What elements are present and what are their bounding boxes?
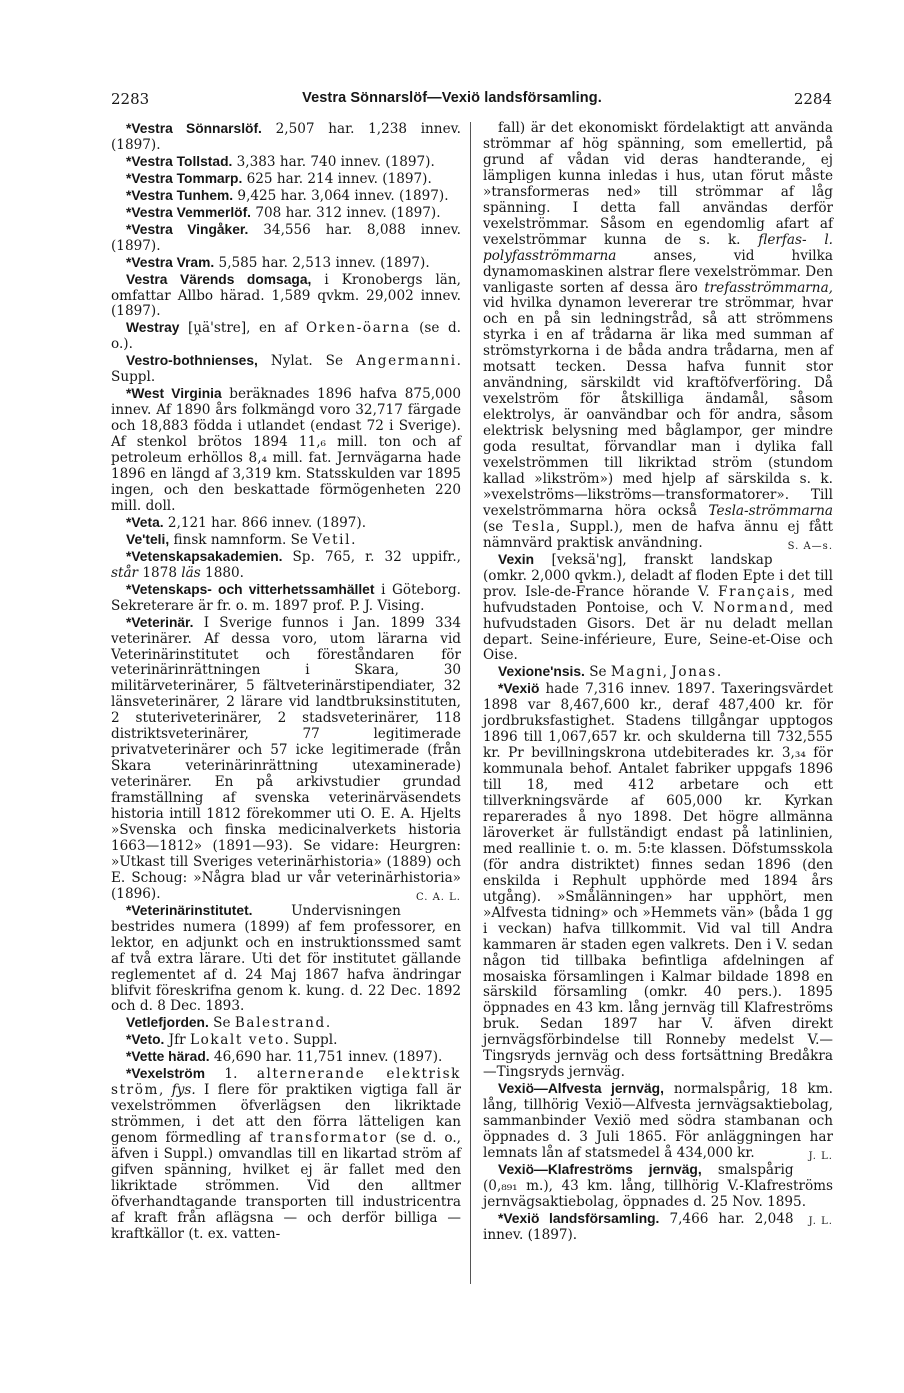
italic-text: står: [111, 564, 139, 581]
headword: *Veta.: [126, 514, 164, 530]
headword: Vetlefjorden.: [126, 1015, 209, 1031]
headword: *Vestra Vingåker.: [126, 221, 249, 237]
headword: *Vette härad.: [126, 1049, 210, 1065]
page-number-right: 2284: [793, 90, 832, 108]
cross-reference: Vetil: [312, 531, 352, 548]
author-signature: J. L.: [808, 1215, 833, 1227]
italic-text: läs: [181, 564, 201, 581]
entry-text: Nylat. Se: [257, 353, 356, 370]
entry-text: , Suppl.), men de hafva ännu ej fått nämnvärd praktisk användning.: [483, 518, 833, 551]
entry-text: 46,690 har. 11,751 innev. (1897).: [209, 1049, 443, 1066]
entry: [111, 320, 461, 353]
headword: Vexiö—Klafreströms jernväg,: [498, 1161, 702, 1177]
page-number-left: 2283: [111, 90, 150, 108]
headword: Vexiö—Alfvesta jernväg,: [498, 1081, 664, 1097]
headword: *Vestra Tunhem.: [126, 187, 234, 203]
entry: [111, 532, 461, 549]
entry-text: 1880.: [200, 564, 244, 581]
entry: [111, 188, 461, 205]
entry-text: I flere för praktiken vigtiga fall är vexelströmmen öfverlägsen den likriktade strömmen, i det att den förra lätteligen kan genom förmedling af: [111, 1082, 461, 1147]
author-signature: C. A. L.: [415, 891, 461, 903]
entry: [483, 1081, 833, 1162]
entry-text: 1.: [205, 1066, 257, 1083]
entry: [111, 1049, 461, 1066]
entry-text: i Göteborg. Sekreterare är fr. o. m. 1897 prof. P. J. Vising.: [111, 581, 462, 614]
italic-text: Tesla-strömmarna: [708, 502, 833, 519]
entry-text: . Suppl.: [111, 353, 461, 386]
entry-text: i Kronobergs län, omfattar Allbo härad. 1,589 qvkm. 29,002 innev. (1897).: [111, 271, 461, 320]
entry-text: , med hufvudstaden Gisors. Det är nu deladt mellan depart. Seine-inférieure, Eure, Seine-et-Oise och Oise.: [483, 599, 833, 664]
column-divider: [470, 122, 471, 1284]
headword: Westray: [126, 320, 180, 336]
entry-text: Se: [208, 1015, 235, 1032]
entry-text: 1878: [138, 564, 182, 581]
entry-text: (se d. o.).: [111, 320, 461, 353]
entry: [111, 272, 461, 321]
headword: Vexin: [498, 551, 535, 567]
entry: [483, 664, 833, 681]
entry: [111, 515, 461, 532]
entry: [111, 121, 461, 154]
entry: [111, 222, 461, 255]
entry-text: beräknades 1896 hafva 875,000 innev. Af 1890 års folkmängd voro 32,717 färgade och 18,883 födda i utlandet (endast 72 i Sverige). Af stenkol brötos 1894 11,₆ mill. ton och af petroleum erhöllos 8,₄ mill. fat. Jernvägarna hade 1896 en längd af 3,319 km. Statsskulden var 1895 ingen, och den beskattade förmögenheten 220 mill. doll.: [111, 386, 461, 514]
entry: [483, 681, 833, 1081]
cross-reference: Français: [718, 583, 791, 600]
entry: [111, 171, 461, 188]
headword: *Vexiö landsförsamling.: [498, 1210, 660, 1226]
headword: *Vexelström: [126, 1066, 205, 1082]
right-column: [483, 121, 833, 1244]
headword: *West Virginia: [126, 386, 222, 402]
cross-reference: Balestrand: [234, 1015, 326, 1032]
entry: [111, 205, 461, 222]
entry-text: anses, vid hvilka dynamomaskinen alstrar flere vexelströmmar. Den vanligaste sorten af dessa äro: [483, 247, 833, 296]
italic-text: trefasströmmarna,: [704, 279, 833, 296]
entry-text: 2,121 har. 866 innev. (1897).: [163, 514, 367, 531]
headword: Vestra Värends domsaga,: [126, 271, 312, 287]
entry-text: .: [325, 1015, 331, 1032]
entry-text: ,: [159, 1082, 172, 1099]
entry-text: . Suppl.: [284, 1032, 338, 1049]
cross-reference: Normand: [713, 599, 790, 616]
entry-text: finsk namnform. Se: [169, 531, 313, 548]
author-signature: S. A—s.: [787, 540, 833, 552]
entry: [483, 1211, 833, 1244]
entry: [111, 255, 461, 272]
entry-text: 9,425 har. 3,064 innev. (1897).: [233, 187, 449, 204]
entry-text: 708 har. 312 innev. (1897).: [251, 204, 441, 221]
cross-reference: Angermanni: [356, 353, 457, 370]
headword: *Vestra Vemmerlöf.: [126, 204, 252, 220]
entry: [111, 615, 461, 903]
italic-text: flerfas- l. polyfasströmmarna: [483, 231, 833, 264]
entry: [111, 353, 461, 386]
entry-text: .: [716, 664, 722, 681]
entry-text: Se: [584, 664, 611, 681]
headword: *Veto.: [126, 1032, 165, 1048]
entry-text: (se d. o., äfven i Suppl.) omvandlas till en likartad ström af gifven spänning, hvilket ej är fallet med den likriktade strömmen. Vid den alltmer öfverhandtagande transporten till industricentra af kraft från aflägsna — och derför billiga — kraftkällor (t. ex. vatten-: [111, 1130, 461, 1242]
entry: [483, 121, 833, 552]
headword: *Vestra Tollstad.: [126, 153, 233, 169]
headword: *Vexiö: [498, 681, 540, 697]
headword: *Veterinärinstitutet.: [126, 902, 253, 918]
entry-text: vid hvilka dynamon levererar tre strömmar, hvar och en på sin ledningstråd, så att strömmens styrka i en af trådarna är lika med summan af strömstyrkorna i de båda andra trådarna, men af motsatt tecken. Dessa hafva funnit stor användning, särskildt vid kraftöfverföring. Då vexelström för åtskilliga ändamål, såsom elektrolys, är oanvändbar och för andra, såsom elektrisk belysning med båglampor, ger mindre goda resultat, förvandlar man i dylika fall vexelströmmen till likriktad ström (stundom kallad »likström») med hjelp af särskilda s. k. »vexelströms—likströms—transformatorer». Till vexelströmmarna höra också: [483, 295, 833, 519]
entry: [111, 386, 461, 515]
cross-reference: Lokalt veto: [189, 1032, 285, 1049]
entry-text: fall) är det ekonomiskt fördelaktigt att använda strömmar af hög spänning, som emellertid, på grund af vådan vid deras handterande, ej lämpligen kunna inledas i hus, utan förut måste »transformeras ned» till strömmar af låg spänning. I detta fall användas derför vexelströmmar. Såsom en egendomlig afart af vexelströmmar kunna de s. k.: [483, 120, 833, 248]
entry-text: ,: [662, 664, 672, 681]
headword: *Vetenskaps- och vitterhetssamhället: [126, 581, 375, 597]
entry-text: Jfr: [164, 1032, 190, 1049]
running-title: Vestra Sönnarslöf—Vexiö landsförsamling.: [302, 90, 602, 106]
entry-text: [ṷä'stre], en af: [179, 320, 307, 337]
headword: *Vetenskapsakademien.: [126, 548, 283, 564]
entry-text: Sp. 765, r. 32 uppifr.,: [282, 548, 461, 565]
entry-text: 5,585 har. 2,513 innev. (1897).: [214, 254, 430, 271]
entry-text: 34,556 har. 8,088 innev. (1897).: [111, 221, 461, 254]
entry-text: 2,507 har. 1,238 innev. (1897).: [111, 121, 461, 153]
entry-text: .: [351, 531, 356, 548]
entry-text: 3,383 har. 740 innev. (1897).: [232, 153, 435, 170]
entry: [111, 549, 461, 582]
entry-text: Undervisningen bestrides numera (1899) af fem professorer, en lektor, en adjunkt och en instruktionssmed samt af två extra lärare. Uti det för institutet gällande reglementet af d. 24 Maj 1867 hafva ändringar blifvit föreskrifna genom k. kung. d. 22 Dec. 1892 och d. 8 Dec. 1893.: [111, 902, 461, 1015]
page-header: [0, 90, 904, 112]
entry-text: normalspårig, 18 km. lång, tillhörig Vexiö—Alfvesta jernvägsaktiebolag, sammanbinder Vexiö med södra stambanan och öppnades d. 3 Juli 1865. För anläggningen har lemnats lån af statsmedel å 434,000 kr.: [483, 1081, 833, 1161]
entry: [111, 1066, 461, 1242]
cross-reference: Jonas: [671, 664, 717, 681]
entry: [111, 1032, 461, 1049]
cross-reference: alternerande elektrisk ström: [111, 1066, 461, 1099]
entry-text: I Sverige funnos i Jan. 1899 334 veterinärer. Af dessa voro, utom lärarna vid Veterinärinstitutet och föreståndaren för veterinärinrättningen i Skara, 30 militärveterinärer, 5 fältveterinärstipendiater, 32 länsveterinärer, 2 lärare vid landtbruksinstituten, 2 stuteriveterinärer, 2 stadsveterinärer, 118 distriktsveterinärer, 77 legitimerade privatveterinärer och 57 icke legitimerade (från Skara veterinärinrättning utexaminerade) veterinärer. En på arkivstudier grundad framställning af svenska veterinärväsendets historia intill 1812 förekommer uti O. E. A. Hjelts »Svenska och finska medicinalverkets historia 1663—1812» (1891—93). Se vidare: Heurgren: »Utkast till Sveriges veterinärhistoria» (1889) och E. Schoug: »Några blad ur vår veterinärhistoria» (1896).: [111, 614, 461, 902]
headword: Vexione'nsis.: [498, 664, 585, 680]
entry: [111, 582, 461, 615]
headword: *Vestra Tommarp.: [126, 170, 243, 186]
entry-text: 7,466 har. 2,048 innev. (1897).: [483, 1210, 794, 1243]
entry: [111, 903, 461, 1016]
entry-text: smalspårig (0,₈₉₁ m.), 43 km. lång, tillhörig V.-Klafreströms jernvägsaktiebolag, öppnades d. 25 Nov. 1895.: [483, 1161, 833, 1210]
headword: Vestro-bothnienses,: [126, 353, 258, 369]
left-column: [111, 121, 461, 1243]
entry-text: , med hufvudstaden Pontoise, och V.: [483, 583, 834, 616]
entry-text: [veksä'ng], franskt landskap (omkr. 2,000 qvkm.), deladt af floden Epte i det till prov. Isle-de-France hörande V.: [483, 551, 833, 600]
cross-reference: Magni: [610, 664, 663, 681]
entry: [111, 1015, 461, 1032]
entry: [483, 552, 833, 665]
headword: *Vestra Vram.: [126, 254, 215, 270]
author-signature: J. L.: [808, 1151, 833, 1162]
entry-text: (se: [483, 518, 513, 535]
italic-text: fys.: [171, 1082, 196, 1099]
headword: *Veterinär.: [126, 614, 194, 630]
entry-text: hade 7,316 innev. 1897. Taxeringsvärdet 1898 var 8,467,600 kr., deraf 487,400 kr. för jordbruksfastighet. Stadens tillgångar upptogos 1896 till 1,067,657 kr. och skulderna till 732,555 kr. Pr bevillningskrona utdebiterades kr. 3,₃₄ för kommunala behof. Antalet fabriker uppgafs 1896 till 18, med 412 arbetare och ett tillverkningsvärde af 605,000 kr. Kyrkan reparerades å nyo 1898. Det högre allmänna läroverket är fullständigt endast på latinlinien, med reallinie t. o. m. 5:te klassen. Döfstumsskola (för andra distriktet) finnes sedan 1896 (den enskilda i Rephult upphörde med 1894 års utgång). »Smålänningen» har upphört, men »Alfvesta tidning» och »Hemmets vän» (båda 1 gg i veckan) hafva tillkommit. Vid val till Andra kammaren är staden egen valkrets. Den i V. sedan någon tid tillbaka befintliga afdelningen af mosaiska församlingen i Kalmar bildade 1898 en särskild församling (omkr. 40 pers.). 1895 öppnades en 43 km. lång jernväg till Klafreströms bruk. Sedan 1897 har V. äfven direkt jernvägsförbindelse till Ronneby medelst V.—Tingsryds jernväg och dess fortsättning Bredåkra—Tingsryds jernväg.: [483, 681, 833, 1081]
entry-text: 625 har. 214 innev. (1897).: [242, 170, 432, 187]
cross-reference: Orken-öarna: [306, 320, 411, 337]
entry: [111, 154, 461, 171]
cross-reference: transformator: [269, 1130, 388, 1147]
cross-reference: Tesla: [512, 518, 556, 535]
headword: Ve'teli,: [126, 531, 170, 547]
headword: *Vestra Sönnarslöf.: [126, 121, 262, 136]
